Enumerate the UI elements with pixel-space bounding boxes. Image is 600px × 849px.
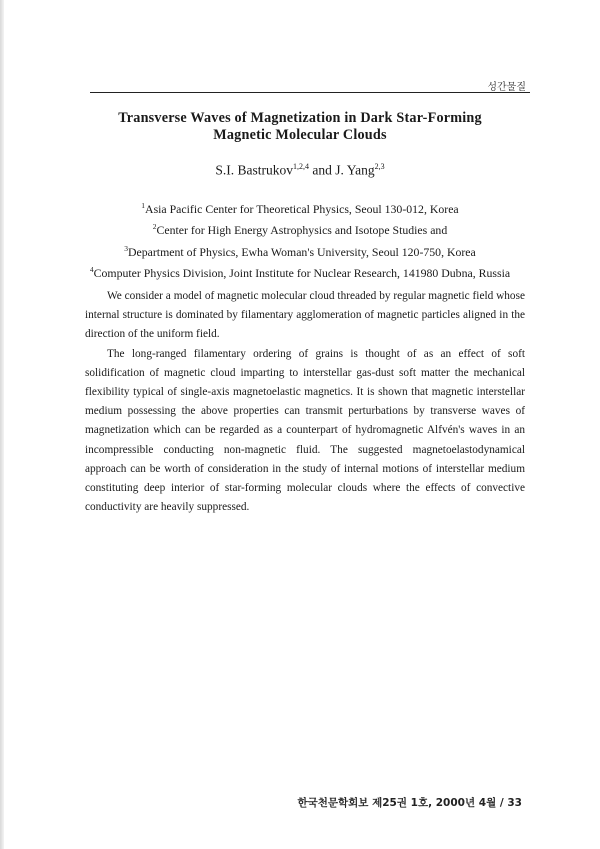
author-2-name: J. Yang <box>335 162 375 178</box>
affiliation-3 <box>60 240 540 261</box>
affiliation-2 <box>60 218 540 239</box>
scan-edge <box>0 0 4 849</box>
author-2-affil-marks: 2,3 <box>374 162 385 171</box>
abstract-paragraph-2: The long-ranged filamentary ordering of grains is thought of as an effect of soft solidification of magnetic cloud imparting to interstellar gas-dust soft matter the mechanical flexibility typical of single-axis magnetoelastic magnetics. It is shown that magnetic interstellar medium possessing the above properties can transmit perturbations by transverse waves of magnetization which can be regarded as a counterpart of hydromagnetic Alfvén's waves in an incompressible conducting non-magnetic fluid. The suggested magnetoelastodynamical approach can be worth of consideration in the study of internal motions of interstellar medium constituting deep interior of star-forming molecular clouds where the effects of convective conductivity are heavily suppressed. <box>85 347 525 514</box>
affiliation-3-mark: 3 <box>124 243 128 253</box>
section-label: 성간물질 <box>487 82 526 93</box>
header-rule <box>90 92 530 93</box>
author-1-name: S.I. Bastrukov <box>215 162 293 178</box>
affiliation-3-text: Department of Physics, Ewha Woman's University, Seoul 120-750, Korea <box>127 244 476 259</box>
author-1-affil-marks: 1,2,4 <box>292 162 309 171</box>
abstract-paragraph-1: We consider a model of magnetic molecular cloud threaded by regular magnetic field whose internal structure is dominated by filamentary agglomeration of magnetic particles aligned in the direction of the uniform field. <box>85 290 525 341</box>
affiliation-4-mark: 4 <box>89 265 94 275</box>
paper-title <box>80 110 520 144</box>
affiliation-2-mark: 2 <box>152 222 157 232</box>
affiliation-1 <box>60 197 540 218</box>
abstract <box>85 287 525 517</box>
author-list <box>80 162 520 179</box>
affiliation-1-text: Asia Pacific Center for Theoretical Physics, Seoul 130-012, Korea <box>145 201 459 216</box>
affiliation-4 <box>60 261 540 282</box>
affiliations <box>60 197 540 283</box>
title-line-1: Transverse Waves of Magnetization in Dark Star-Forming <box>118 110 482 126</box>
journal-citation: 한국천문학회보 제25권 1호, 2000년 4월 / 33 <box>297 797 522 809</box>
affiliation-4-text: Computer Physics Division, Joint Institute for Nuclear Research, 141980 Dubna, Russia <box>93 266 511 281</box>
author-conjunction: and <box>312 162 332 178</box>
affiliation-2-text: Center for High Energy Astrophysics and Isotope Studies and <box>156 223 448 238</box>
title-line-2: Magnetic Molecular Clouds <box>213 127 387 143</box>
affiliation-1-mark: 1 <box>141 201 146 210</box>
